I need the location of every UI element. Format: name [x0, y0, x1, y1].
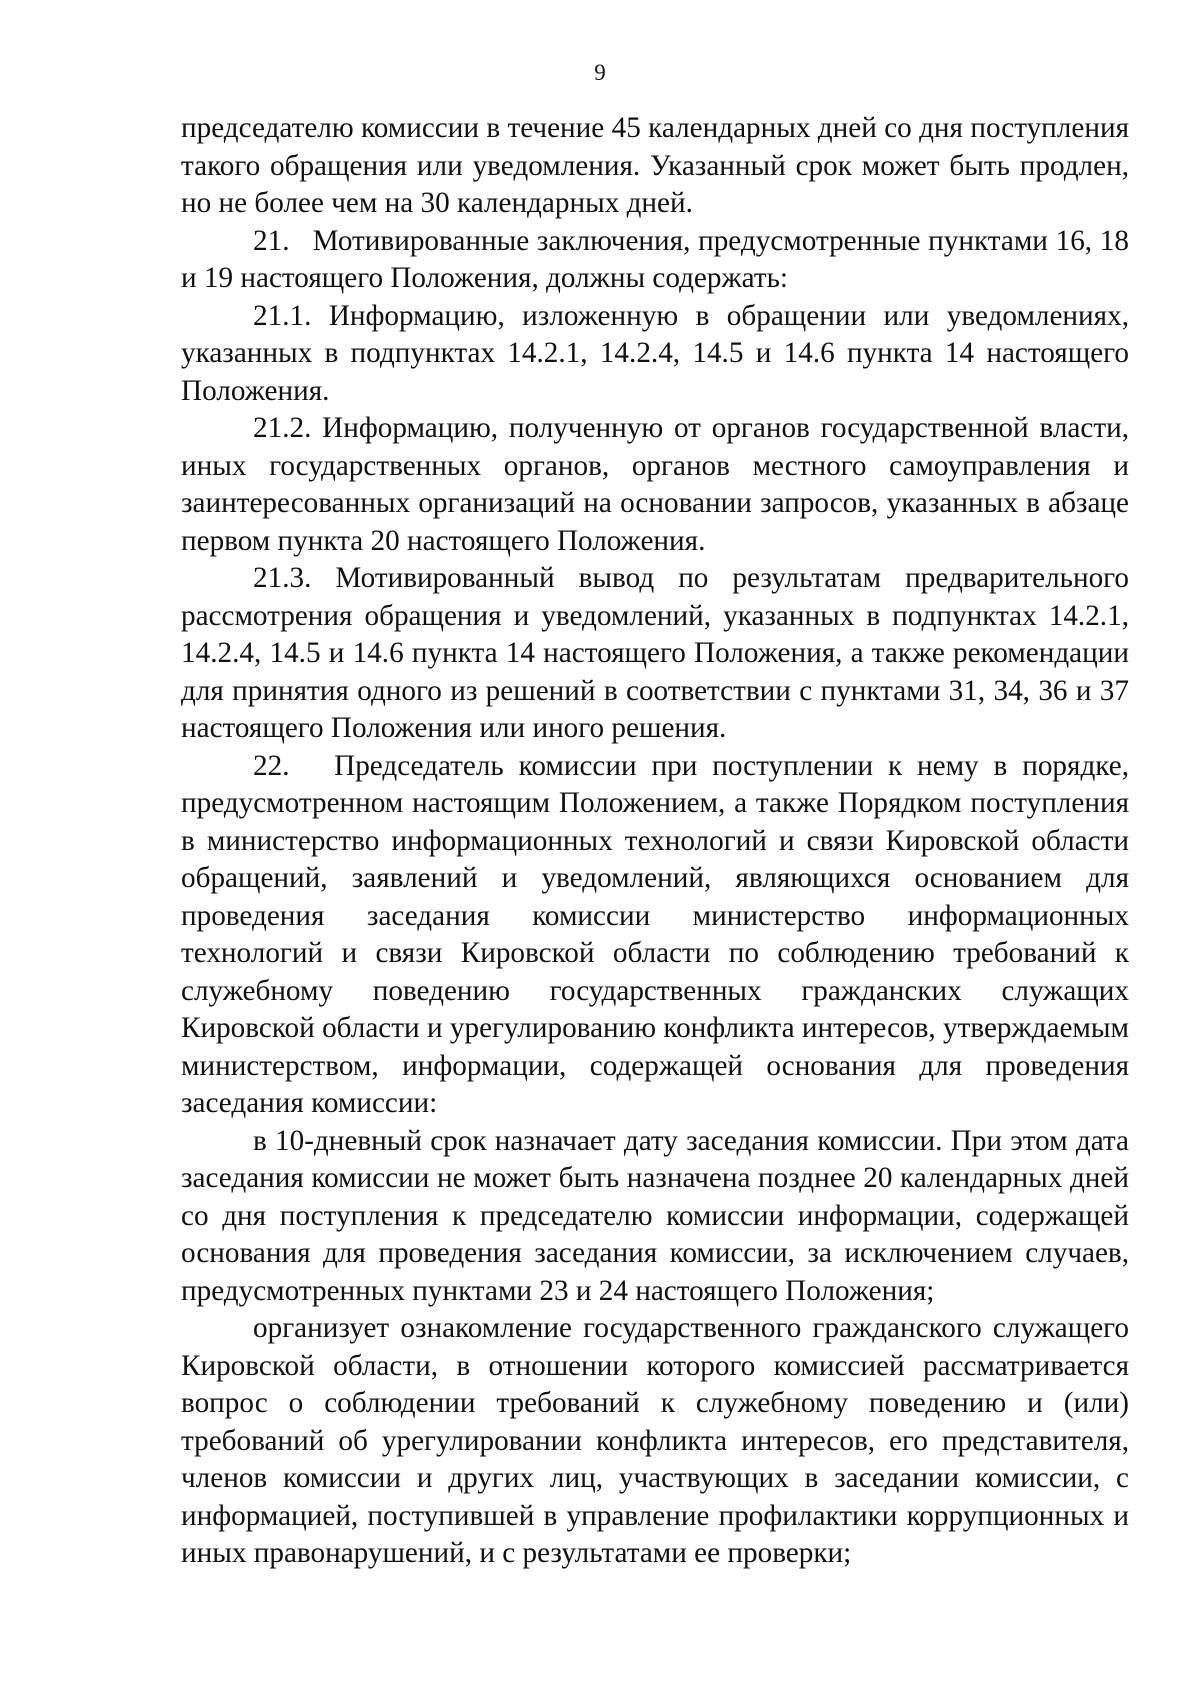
paragraph-clause-22: 22. Председатель комиссии при поступлении к нему в порядке, предусмотренном настоящим Положением, а также Порядком поступления в министерство информационных технологий и связи Кировской области обращений, заявлений и уведомлений, являющихся основанием для проведения заседания комиссии министерство информационных технологий и связи Кировской области по соблюдению требований к служебному поведению государственных гражданских служащих Кировской области и урегулированию конфликта интересов, утверждаемым министерством, информации, содержащей основания для проведения заседания комиссии:	[181, 749, 1129, 1119]
paragraph-clause-21: 21. Мотивированные заключения, предусмотренные пунктами 16, 18 и 19 настоящего Положения, должны содержать:	[181, 224, 1129, 294]
paragraph-clause-21-1: 21.1. Информацию, изложенную в обращении или уведомлениях, указанных в подпунктах 14.2.1, 14.2.4, 14.5 и 14.6 пункта 14 настоящего Положения.	[181, 299, 1129, 407]
paragraph-clause-21-2: 21.2. Информацию, полученную от органов государственной власти, иных государственных органов, органов местного самоуправления и заинтересованных организаций на основании запросов, указанных в абзаце первом пункта 20 настоящего Положения.	[181, 412, 1129, 557]
page-number: 9	[594, 60, 606, 85]
paragraph-clause-22-item-1: в 10-дневный срок назначает дату заседания комиссии. При этом дата заседания комиссии не может быть назначена позднее 20 календарных дней со дня поступления к председателю комиссии информации, содержащей основания для проведения заседания комиссии, за исключением случаев, предусмотренных пунктами 23 и 24 настоящего Положения;	[181, 1124, 1129, 1307]
paragraph-clause-21-3: 21.3. Мотивированный вывод по результатам предварительного рассмотрения обращения и уведомлений, указанных в подпунктах 14.2.1, 14.2.4, 14.5 и 14.6 пункта 14 настоящего Положения, а также рекомендации для принятия одного из решений в соответствии с пунктами 31, 34, 36 и 37 настоящего Положения или иного решения.	[181, 562, 1129, 744]
document-body	[181, 110, 1129, 1573]
paragraph-clause-22-item-2: организует ознакомление государственного гражданского служащего Кировской области, в отношении которого комиссией рассматривается вопрос о соблюдении требований к служебному поведению и (или) требований об урегулировании конфликта интересов, его представителя, членов комиссии и других лиц, участвующих в заседании комиссии, с информацией, поступившей в управление профилактики коррупционных и иных правонарушений, и с результатами ее проверки;	[181, 1312, 1129, 1569]
paragraph-continuation: председателю комиссии в течение 45 календарных дней со дня поступления такого обращения или уведомления. Указанный срок может быть продлен, но не более чем на 30 календарных дней.	[181, 112, 1129, 219]
